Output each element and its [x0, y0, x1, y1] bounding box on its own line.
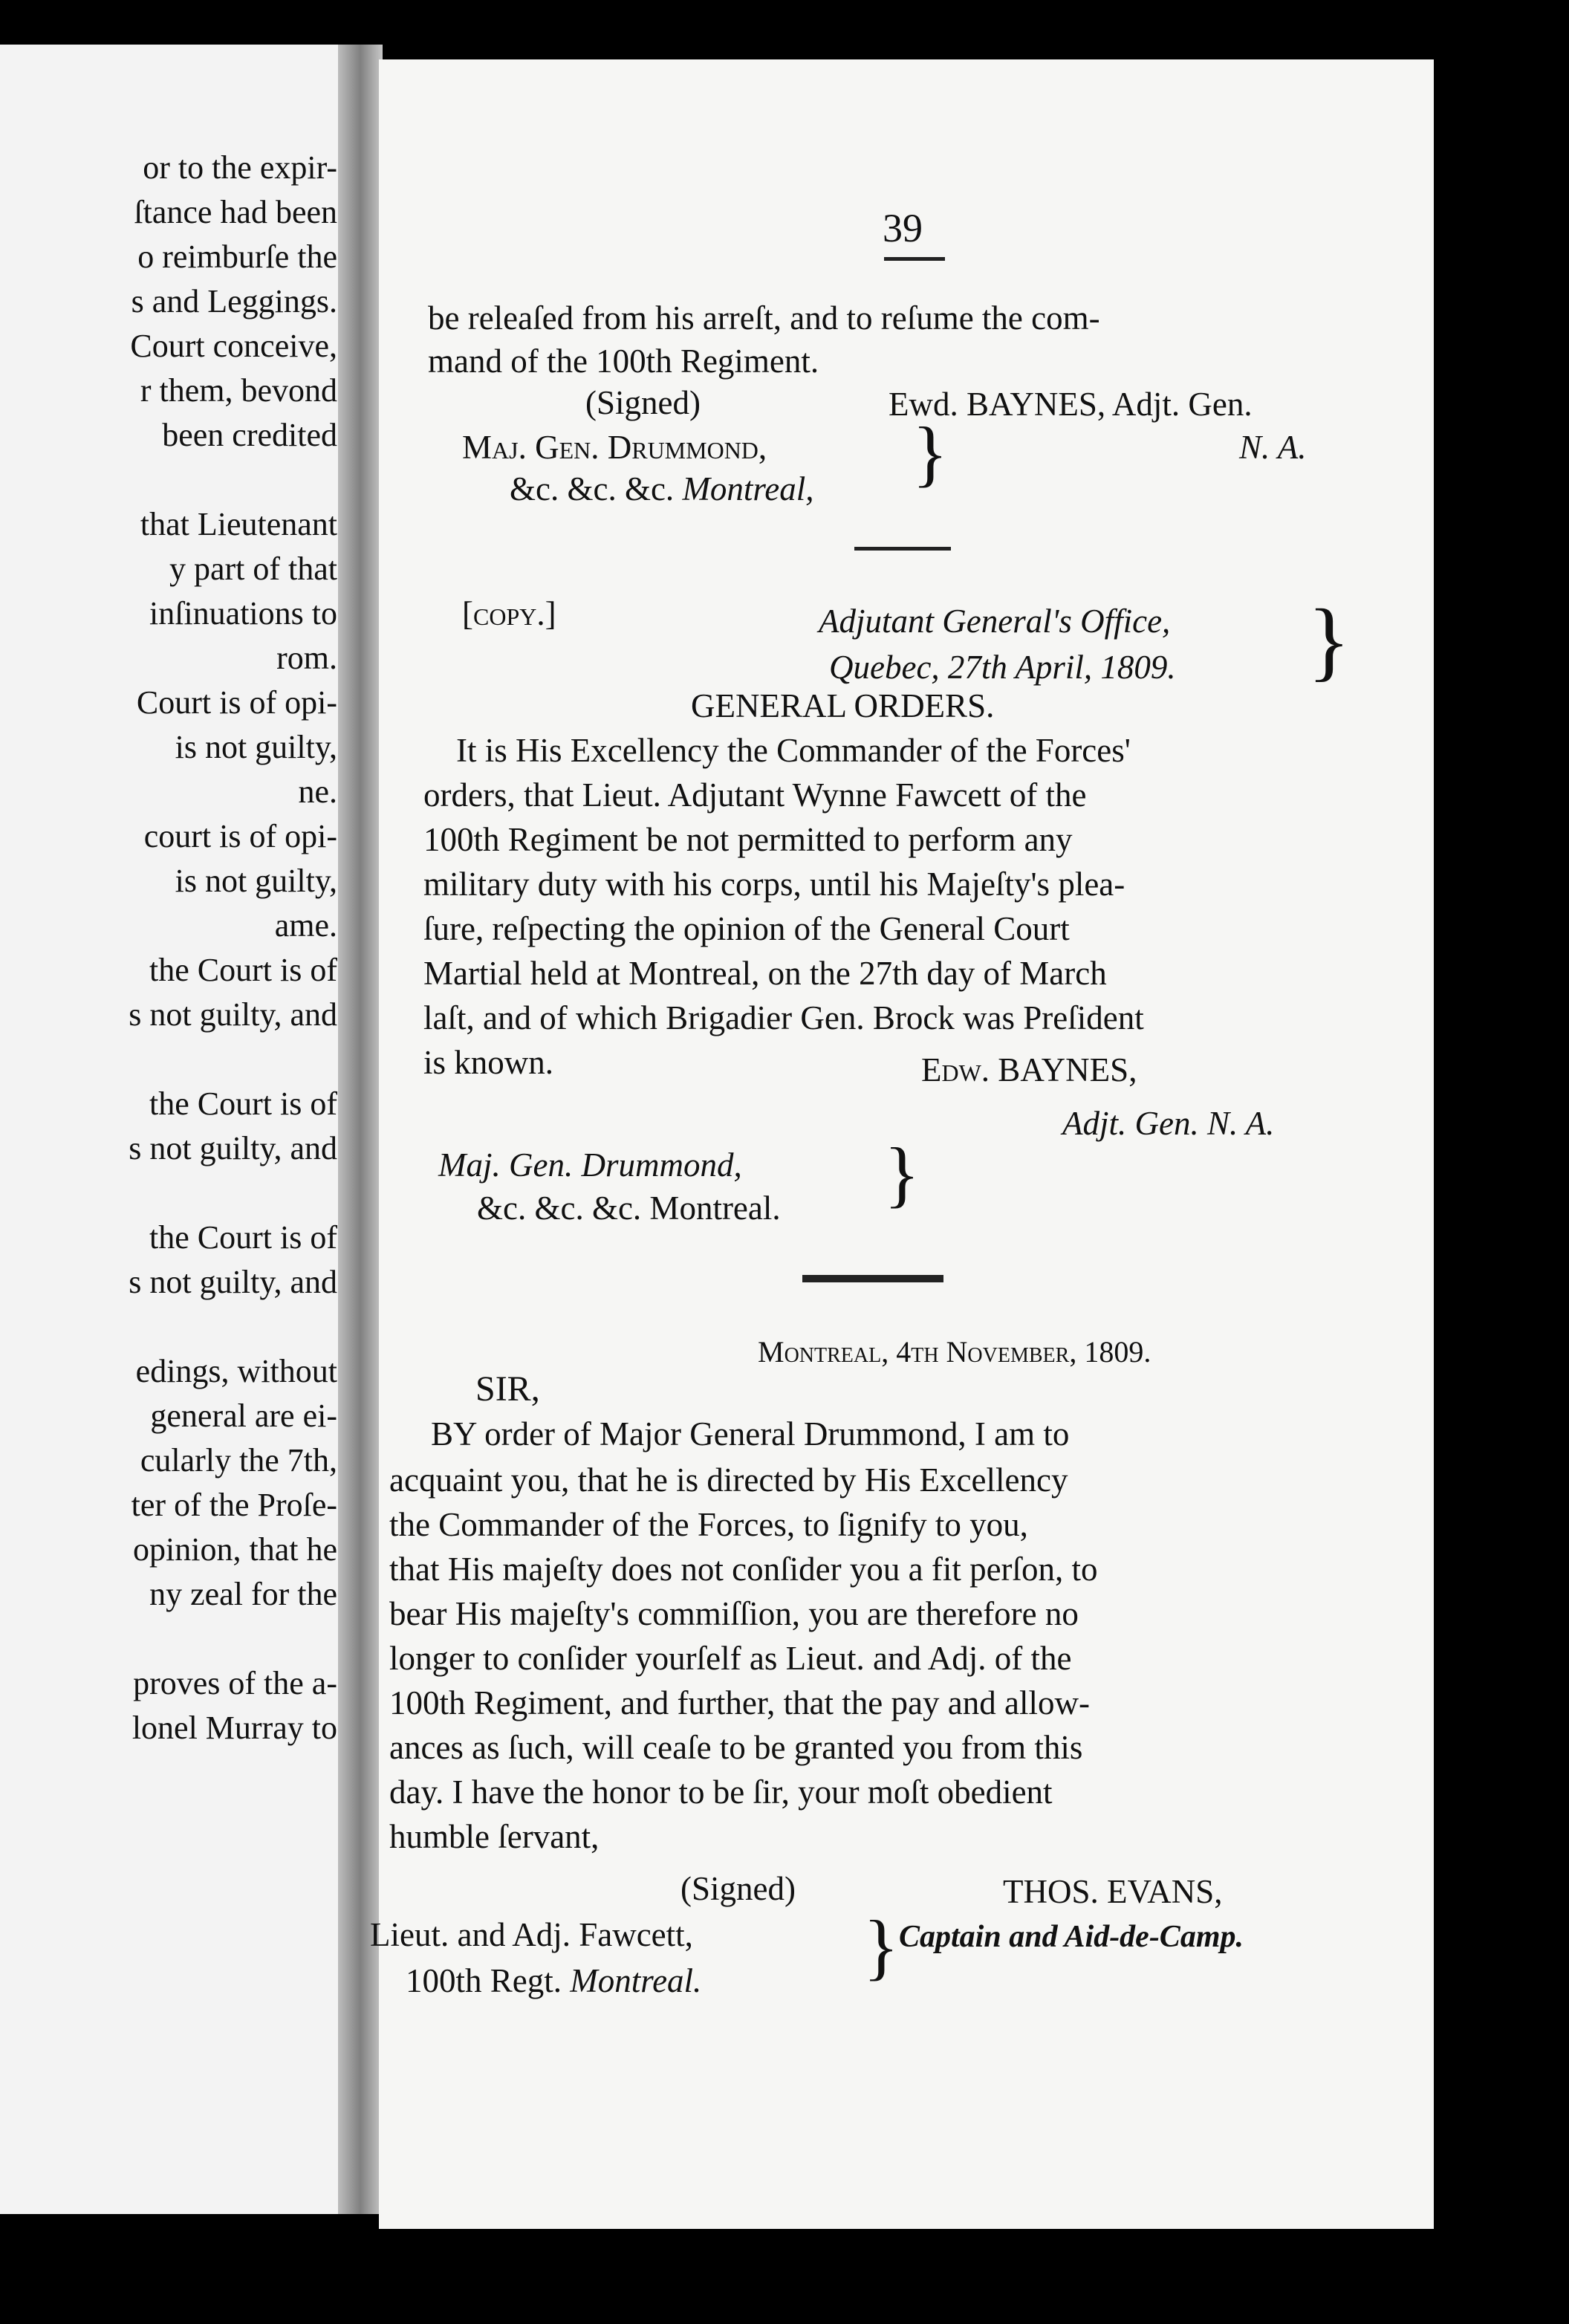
left-page-line: ter of the Proſe-	[131, 1487, 337, 1523]
left-page-line: proves of the a-	[133, 1665, 337, 1701]
letter-line-3: the Commander of the Forces, to ſignify to you,	[389, 1506, 1028, 1543]
office-line: Adjutant General's Office,	[819, 603, 1171, 640]
copy-mark: [copy.]	[462, 595, 556, 632]
brace: }	[1308, 591, 1351, 689]
letter-line-1: BY order of Major General Drummond, I am to	[431, 1415, 1070, 1452]
letter-line-8: ances as ſuch, will ceaſe to be granted you from this	[389, 1729, 1083, 1766]
order-line-5: ſure, reſpecting the opinion of the General Court	[423, 910, 1070, 947]
order-line-7: laſt, and of which Brigadier Gen. Brock was Preſident	[423, 999, 1144, 1036]
letter-signer-title: Captain and Aid-de-Camp.	[899, 1920, 1244, 1954]
book-gutter	[338, 45, 383, 2214]
left-page-line: ne.	[298, 773, 337, 810]
left-page-line: general are ei-	[150, 1398, 337, 1434]
section-divider-2	[802, 1275, 943, 1282]
letter-addressee-regt: 100th Regt.	[406, 1962, 562, 1999]
letter-line-6: longer to conſider yourſelf as Lieut. and Adj. of the	[389, 1640, 1072, 1677]
main-page	[370, 59, 1434, 2229]
brace: }	[912, 412, 948, 494]
order-line-6: Martial held at Montreal, on the 27th day of March	[423, 955, 1107, 992]
letter-addressee-place: Montreal.	[570, 1962, 702, 1999]
section-divider-1	[854, 547, 951, 551]
left-page-line: Court conceive,	[130, 328, 337, 364]
order-line-2: orders, that Lieut. Adjutant Wynne Fawcett of the	[423, 776, 1087, 814]
left-page-line: ny zeal for the	[149, 1576, 337, 1612]
brace: }	[863, 1905, 899, 1987]
left-page-line: rom.	[276, 640, 337, 676]
letter-line-2: acquaint you, that he is directed by His Excellency	[389, 1461, 1068, 1499]
letter-addressee-1	[370, 1918, 693, 1952]
order-line-4: military duty with his corps, until his Majeſty's plea-	[423, 866, 1125, 903]
addressee-etc: &c. &c. &c.	[510, 470, 675, 507]
letter-line-9: day. I have the honor to be ſir, your moſt obedient	[389, 1773, 1053, 1811]
office-date: Quebec, 27th April, 1809.	[829, 649, 1176, 686]
letter-signed-label: (Signed)	[680, 1870, 796, 1907]
left-page-line: the Court is of	[149, 1085, 337, 1122]
left-page-line: s not guilty, and	[129, 1130, 337, 1166]
letter-addressee-2	[406, 1964, 701, 1998]
left-page-line: ſtance had been	[134, 194, 337, 230]
signed-label: (Signed)	[585, 384, 701, 421]
order-line-8: is known.	[423, 1044, 554, 1081]
page-number-rule	[884, 257, 945, 261]
left-page-line: edings, without	[135, 1353, 337, 1389]
letter-addressee-name: Lieut. and Adj. Fawcett,	[370, 1916, 693, 1953]
brace: }	[884, 1132, 920, 1215]
addressee-line-2	[510, 470, 814, 507]
order-addressee-2: &c. &c. &c. Montreal.	[477, 1189, 781, 1227]
letter-line-7: 100th Regiment, and further, that the pay and allow-	[389, 1684, 1090, 1721]
left-page-line: is not guilty,	[175, 863, 337, 899]
left-page-line: that Lieutenant	[140, 506, 337, 542]
left-page-line: inſinuations to	[149, 595, 337, 632]
addressee-line-1	[462, 431, 767, 464]
left-page-line: Court is of opi-	[136, 684, 337, 721]
left-page-line: r them, bevond	[140, 372, 337, 409]
left-page-line: s not guilty, and	[129, 996, 337, 1033]
left-page-line: the Court is of	[149, 1219, 337, 1256]
order-signer-title: Adjt. Gen. N. A.	[1062, 1105, 1275, 1142]
left-page-line: s and Leggings.	[131, 283, 337, 319]
page-number: 39	[883, 206, 923, 250]
addressee-place: Montreal,	[682, 470, 814, 507]
left-page-line: s not guilty, and	[129, 1264, 337, 1300]
letter-line-5: bear His majeſty's commiſſion, you are therefore no	[389, 1595, 1079, 1632]
continuation-line-1: be releaſed from his arreſt, and to reſume the com-	[428, 299, 1100, 337]
order-addressee-1: Maj. Gen. Drummond,	[438, 1146, 742, 1184]
left-page-line: opinion, that he	[133, 1531, 337, 1568]
left-page-line: o reimburſe the	[137, 238, 337, 275]
letter-line-10: humble ſervant,	[389, 1818, 600, 1855]
left-page-line: the Court is of	[149, 952, 337, 988]
addressee-name: Maj. Gen. Drummond,	[462, 429, 767, 466]
left-page-line: or to the expir-	[143, 149, 337, 186]
letter-signer: THOS. EVANS,	[1003, 1873, 1223, 1910]
left-page-line: court is of opi-	[143, 818, 337, 854]
left-page-line: cularly the 7th,	[140, 1442, 337, 1479]
letter-dateline: Montreal, 4th November, 1809.	[758, 1335, 1151, 1369]
signer-title: N. A.	[1239, 429, 1307, 466]
continuation-line-2: mand of the 100th Regiment.	[428, 343, 819, 380]
left-page-line: y part of that	[169, 551, 337, 587]
letter-line-4: that His majeſty does not conſider you a fit perſon, to	[389, 1551, 1098, 1588]
order-line-1: It is His Excellency the Commander of the Forces'	[456, 732, 1131, 769]
order-line-3: 100th Regiment be not permitted to perform any	[423, 821, 1073, 858]
left-page-line: lonel Murray to	[131, 1710, 337, 1746]
left-page-line: is not guilty,	[175, 729, 337, 765]
letter-salutation: SIR,	[475, 1369, 540, 1409]
signer-name: Ewd. BAYNES, Adjt. Gen.	[889, 386, 1253, 423]
left-page-line: been credited	[162, 417, 337, 453]
left-page-line: ame.	[274, 907, 337, 944]
order-signer: Edw. BAYNES,	[921, 1051, 1137, 1088]
left-facing-page	[0, 45, 349, 2214]
general-orders-heading: GENERAL ORDERS.	[691, 687, 995, 724]
